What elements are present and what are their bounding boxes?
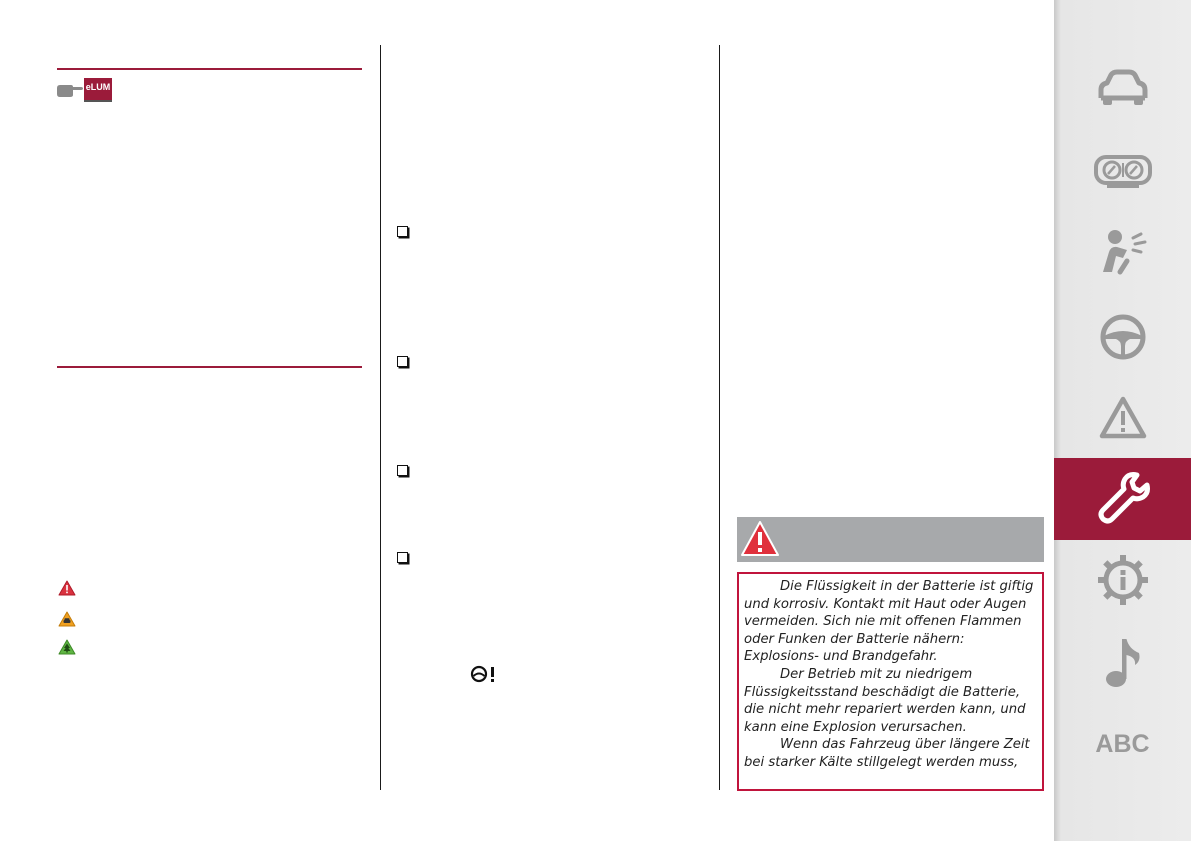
- info-gear-icon: [1095, 552, 1151, 608]
- vehicle-warning-icon: [58, 611, 76, 632]
- warning-paragraph: Die Flüssigkeit in der Batterie ist giftig und korrosiv. Kontakt mit Haut oder Augen vermeiden. Sich nie mit offenen Flammen oder Funken der Batterie nähern: Explosions- und Brandgefahr.: [744, 579, 1034, 665]
- warning-triangle-icon: [1098, 395, 1148, 441]
- warning-text: [744, 578, 1040, 772]
- column-divider-right: [719, 45, 720, 790]
- list-bullet: [397, 356, 408, 367]
- sidebar-item-instruments[interactable]: [1054, 130, 1191, 212]
- warning-paragraph: Der Betrieb mit zu niedrigem Flüssigkeitsstand beschädigt die Batterie, die nicht mehr repariert werden kann, und kann eine Explosion verursachen.: [744, 666, 1026, 735]
- music-note-icon: [1103, 635, 1143, 691]
- sidebar-item-multimedia[interactable]: [1054, 622, 1191, 704]
- left-column-top-rule: [57, 68, 362, 70]
- danger-warning-icon: [740, 520, 780, 563]
- danger-warning-icon: [58, 580, 76, 601]
- sidebar-item-safety[interactable]: [1054, 211, 1191, 293]
- elum-badge-label: eLUM: [85, 82, 111, 92]
- sidebar-item-maintenance[interactable]: [1054, 458, 1191, 540]
- airbag-passenger-icon: [1095, 228, 1151, 276]
- list-bullet: [397, 226, 408, 237]
- index-abc-label: ABC: [1095, 729, 1150, 758]
- sidebar-item-emergency[interactable]: [1054, 377, 1191, 459]
- warning-header: [737, 517, 1044, 562]
- warning-paragraph: Wenn das Fahrzeug über längere Zeit bei starker Kälte stillgelegt werden muss,: [744, 737, 1030, 770]
- steering-fault-icon: [470, 665, 500, 688]
- left-column-section-rule: [57, 366, 362, 368]
- sidebar-item-technical-data[interactable]: [1054, 539, 1191, 621]
- steering-wheel-icon: [1098, 312, 1148, 362]
- chapter-sidebar: [1054, 0, 1191, 841]
- list-bullet: [397, 465, 408, 476]
- sidebar-item-index[interactable]: [1054, 703, 1191, 785]
- dashboard-gauges-icon: [1093, 151, 1153, 191]
- list-bullet: [397, 552, 408, 563]
- environment-warning-icon: [58, 639, 76, 660]
- elum-badge: [84, 78, 112, 102]
- pointing-hand-icon: [55, 82, 85, 103]
- wrench-icon: [1093, 469, 1153, 529]
- sidebar-item-driving[interactable]: [1054, 296, 1191, 378]
- car-icon: [1095, 68, 1151, 108]
- warning-box: [737, 572, 1044, 791]
- column-divider-left: [380, 45, 381, 790]
- sidebar-item-vehicle[interactable]: [1054, 47, 1191, 129]
